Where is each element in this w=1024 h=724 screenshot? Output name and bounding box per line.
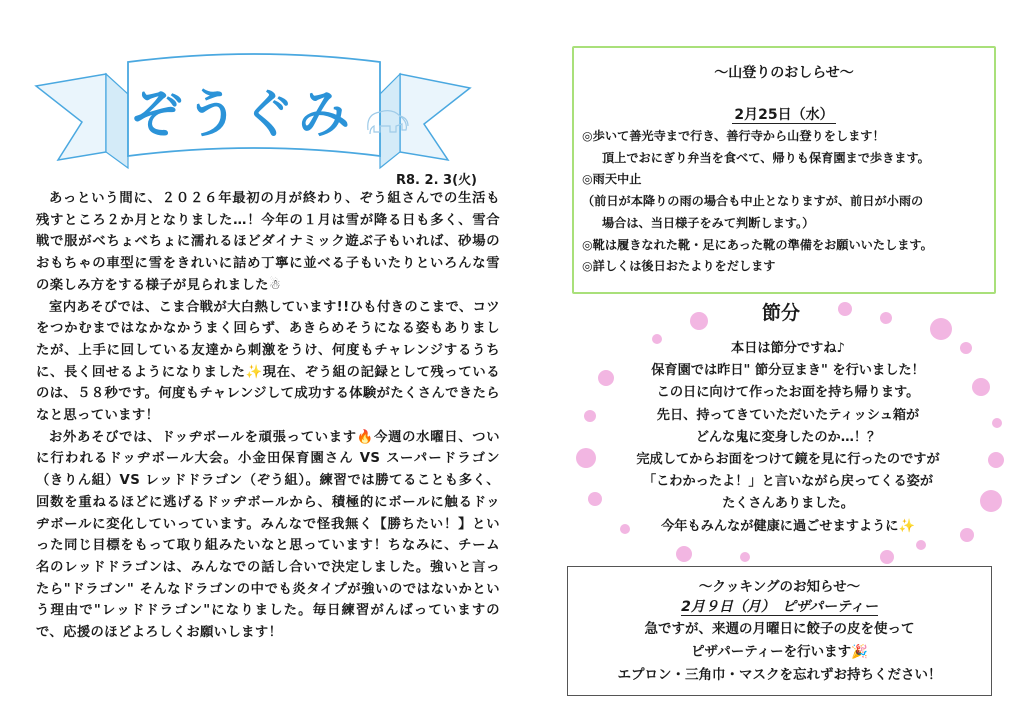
cooking-notice-title: ～クッキングのお知らせ～ bbox=[698, 579, 861, 595]
notice-line: 頂上でおにぎり弁当を食べて、帰りも保育園まで歩きます。 bbox=[602, 150, 930, 165]
setsubun-line: 本日は節分ですね♪ bbox=[731, 341, 845, 356]
setsubun-line: どんな鬼に変身したのか…！？ bbox=[695, 429, 881, 445]
cooking-notice-date: 2月９日（月） ピザパーティー bbox=[681, 599, 878, 615]
elephant-icon bbox=[362, 104, 412, 138]
setsubun-line: この日に向けて作ったお面を持ち帰ります。 bbox=[656, 385, 920, 401]
notice-line: ◎雨天中止 bbox=[582, 172, 642, 187]
cooking-line: 急ですが、来週の月曜日に餃子の皮を使って bbox=[644, 621, 915, 637]
mountain-notice-box bbox=[572, 46, 996, 294]
notice-line: 場合は、当日様子をみて判断します。） bbox=[602, 215, 815, 230]
setsubun-line: 保育園では昨日" 節分豆まき" を行いました！ bbox=[651, 363, 925, 379]
setsubun-line: 完成してからお面をつけて鏡を見に行ったのですが bbox=[636, 452, 940, 468]
notice-line: （前日が本降りの雨の場合も中止となりますが、前日が小雨の bbox=[582, 194, 924, 209]
setsubun-line: 「こわかったよ！」と言いながら戻ってくる姿が bbox=[642, 474, 934, 490]
setsubun-line: 先日、持ってきていただいたティッシュ箱が bbox=[656, 407, 920, 423]
class-title: ぞうぐみ bbox=[130, 85, 355, 145]
setsubun-line: たくさんありました。 bbox=[722, 496, 854, 512]
mountain-notice-date: 2月25日（水） bbox=[734, 107, 834, 123]
paragraph-snow: あっという間に、２０２６年最初の月が終わり、ぞう組さんでの生活も残すところ２か月となりました…！今年の１月は雪が降る日も多く、雪合戦で服がべちょべちょに濡れるほどダイナミック遊ぶ子もいれば、砂場のおもちゃの車型に雪をきれいに詰め丁寧に並べる子もいたりといろんな雪の楽しみ方をする様子が見られました☃ bbox=[36, 191, 500, 293]
setsubun-body bbox=[578, 338, 998, 538]
setsubun-line: 今年もみんなが健康に過ごせますように✨ bbox=[661, 518, 915, 534]
notice-line: ◎歩いて善光寺まで行き、善行寺から山登りをします！ bbox=[582, 129, 885, 143]
notice-line: ◎靴は履きなれた靴・足にあった靴の準備をお願いいたします。 bbox=[582, 237, 933, 252]
class-report bbox=[36, 188, 500, 644]
setsubun-title: 節分 bbox=[762, 302, 801, 324]
mountain-notice-title: ～山登りのおしらせ～ bbox=[714, 65, 854, 81]
cooking-notice-box bbox=[567, 566, 992, 696]
paragraph-outdoor: お外あそびでは、ドッヂボールを頑張っています🔥今週の水曜日、ついに行われるドッヂボール大会。小金田保育園さん VS スーパードラゴン（きりん組）VS レッドドラゴン（ぞう組）。練習では勝てることも多く、回数を重ねるほどに逃げるドッヂボールから、積極的にボールに触るドッヂボールに変化していっています。みんなで怪我無く【勝ちたい！】といった同じ目標をもって取り組みたいなと思っています！ちなみに、チーム名のレッドドラゴンは、みんなでの話し合いで決定しました。強いと言ったら"ドラゴン" そんなドラゴンの中でも炎タイプが強いのではないかという理由で"レッドドラゴン"になりました。毎日練習がんばっていますので、応援のほどよろしくお願いします！ bbox=[36, 429, 500, 641]
paragraph-indoor: 室内あそびでは、こま合戦が大白熱しています!!ひも付きのこまで、コツをつかむまではなかなかうまく回らず、あきらめそうになる姿もありましたが、上手に回している友達から刺激をうけ、何度もチャレンジするうちに、長く回せるようになりました✨現在、ぞう組の記録として残っているのは、５８秒です。何度もチャレンジして成功する体験がたくさんできたらなと思っています！ bbox=[36, 299, 500, 424]
issue-date: R8. 2. 3(火) bbox=[396, 173, 477, 188]
cooking-line: エプロン・三角巾・マスクを忘れずお持ちください！ bbox=[617, 667, 942, 683]
cooking-line: ピザパーティーを行います🎉 bbox=[691, 644, 868, 660]
notice-line: ◎詳しくは後日おたよりをだします bbox=[582, 259, 776, 274]
mountain-notice-body bbox=[582, 126, 986, 278]
cooking-notice-body bbox=[568, 618, 991, 687]
